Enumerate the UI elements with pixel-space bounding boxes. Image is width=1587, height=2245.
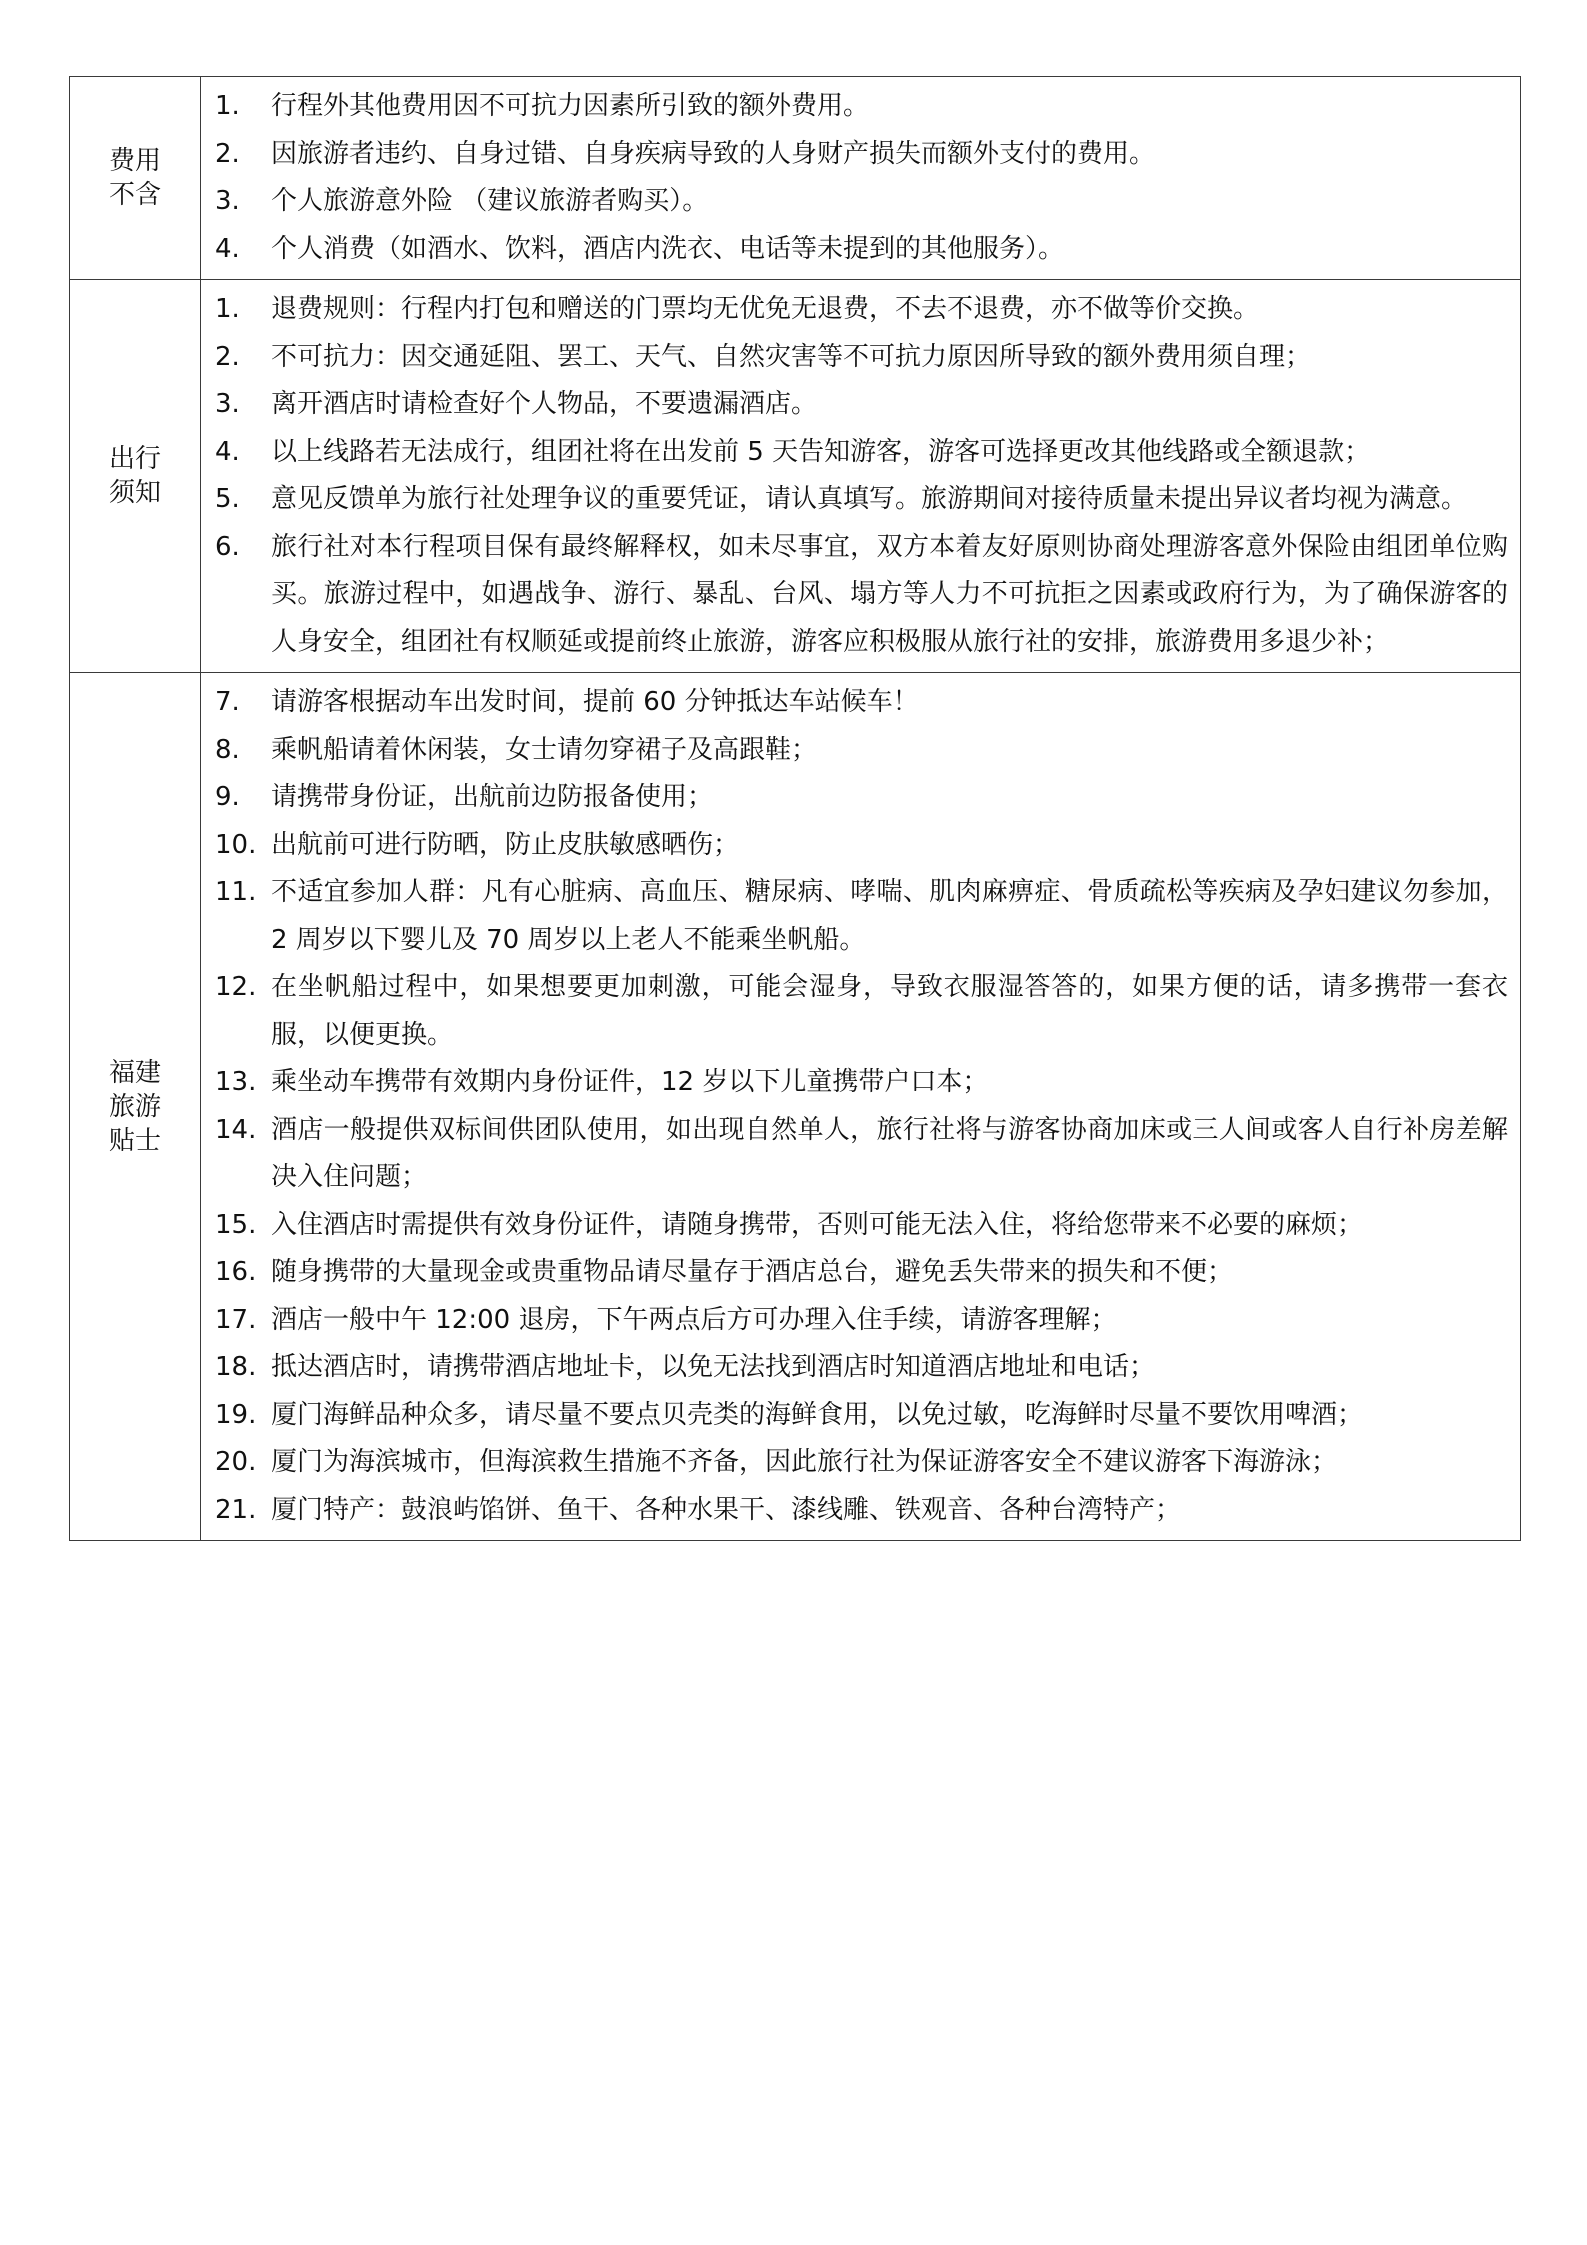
list-item bbox=[201, 131, 1508, 179]
section-label-line: 出行 bbox=[108, 444, 161, 474]
list-item bbox=[201, 1107, 1508, 1202]
list-item-number: 1. bbox=[215, 294, 240, 324]
list-item-text: 离开酒店时请检查好个人物品，不要遗漏酒店。 bbox=[271, 389, 818, 419]
list-item-number: 14. bbox=[215, 1114, 257, 1145]
list-item-number: 6. bbox=[215, 531, 240, 562]
list-item bbox=[201, 178, 1508, 226]
list-item-number: 16. bbox=[215, 1257, 257, 1287]
list-item bbox=[201, 83, 1508, 131]
list-item bbox=[201, 1249, 1508, 1297]
list-item-number: 3. bbox=[215, 389, 240, 419]
list-item-number: 19. bbox=[215, 1399, 257, 1430]
section-label-line: 费用 bbox=[108, 146, 161, 176]
list-item-text: 请游客根据动车出发时间，提前 60 分钟抵达车站候车！ bbox=[271, 687, 919, 717]
list-item-text: 个人旅游意外险 （建议旅游者购买）。 bbox=[271, 186, 709, 216]
list-item-text: 个人消费（如酒水、饮料，酒店内洗衣、电话等未提到的其他服务）。 bbox=[271, 233, 1065, 264]
list-item bbox=[201, 1344, 1508, 1392]
list-item-text: 在坐帆船过程中，如果想要更加刺激，可能会湿身，导致衣服湿答答的，如果方便的话，请多携带一套衣服，以便更换。 bbox=[271, 972, 1508, 1050]
list-item-number: 8. bbox=[215, 734, 240, 765]
list-item bbox=[201, 1487, 1508, 1535]
list-item bbox=[201, 1297, 1508, 1345]
list-item bbox=[201, 476, 1508, 524]
list-item bbox=[201, 679, 1508, 727]
list-item-text: 酒店一般提供双标间供团队使用，如出现自然单人，旅行社将与游客协商加床或三人间或客人自行补房差解决入住问题； bbox=[271, 1114, 1508, 1192]
list-item bbox=[201, 381, 1508, 429]
list-item-text: 不可抗力：因交通延阻、罢工、天气、自然灾害等不可抗力原因所导致的额外费用须自理； bbox=[271, 341, 1312, 372]
list-item bbox=[201, 524, 1508, 667]
list-item bbox=[201, 869, 1508, 964]
list-item bbox=[201, 1439, 1508, 1487]
section-label-line: 不含 bbox=[108, 180, 161, 210]
list-item-text: 意见反馈单为旅行社处理争议的重要凭证，请认真填写。旅游期间对接待质量未提出异议者均视为满意。 bbox=[271, 484, 1468, 514]
section-items bbox=[201, 77, 1521, 280]
list-item bbox=[201, 286, 1508, 334]
list-item-text: 乘帆船请着休闲装，女士请勿穿裙子及高跟鞋； bbox=[271, 734, 818, 765]
section-label bbox=[70, 77, 201, 280]
list-item bbox=[201, 822, 1508, 870]
list-item-number: 17. bbox=[215, 1304, 257, 1335]
list-item-number: 21. bbox=[215, 1494, 257, 1525]
section-row bbox=[70, 673, 1521, 1541]
list-item bbox=[201, 1392, 1508, 1440]
list-item-text: 以上线路若无法成行，组团社将在出发前 5 天告知游客，游客可选择更改其他线路或全额退款； bbox=[271, 436, 1371, 467]
section-label-line: 福建 bbox=[108, 1057, 161, 1088]
list-item bbox=[201, 774, 1508, 822]
list-item-text: 行程外其他费用因不可抗力因素所引致的额外费用。 bbox=[271, 91, 870, 121]
table-body bbox=[70, 77, 1521, 1541]
list-item-number: 18. bbox=[215, 1352, 257, 1382]
list-item-text: 出航前可进行防晒，防止皮肤敏感晒伤； bbox=[271, 829, 740, 860]
list-item bbox=[201, 429, 1508, 477]
list-item bbox=[201, 964, 1508, 1059]
list-item-number: 20. bbox=[215, 1447, 257, 1477]
list-item-number: 2. bbox=[215, 138, 240, 169]
section-items bbox=[201, 280, 1521, 673]
list-item-text: 入住酒店时需提供有效身份证件，请随身携带，否则可能无法入住，将给您带来不必要的麻烦； bbox=[271, 1209, 1364, 1240]
list-item-number: 10. bbox=[215, 829, 257, 860]
list-item-number: 3. bbox=[215, 186, 240, 216]
list-item-number: 4. bbox=[215, 436, 240, 467]
section-items bbox=[201, 673, 1521, 1541]
section-label bbox=[70, 673, 201, 1541]
travel-info-table bbox=[69, 76, 1521, 1541]
list-item-text: 随身携带的大量现金或贵重物品请尽量存于酒店总台，避免丢失带来的损失和不便； bbox=[271, 1257, 1234, 1287]
list-item-text: 旅行社对本行程项目保有最终解释权，如未尽事宜，双方本着友好原则协商处理游客意外保险由组团单位购买。旅游过程中，如遇战争、游行、暴乱、台风、塌方等人力不可抗拒之因素或政府行为，为了确保游客的人身安全，组团社有权顺延或提前终止旅游，游客应积极服从旅行社的安排，旅游费用多退少补； bbox=[271, 531, 1508, 657]
list-item-text: 抵达酒店时，请携带酒店地址卡，以免无法找到酒店时知道酒店地址和电话； bbox=[271, 1352, 1156, 1382]
list-item bbox=[201, 1059, 1508, 1107]
list-item bbox=[201, 334, 1508, 382]
list-item bbox=[201, 1202, 1508, 1250]
list-item-text: 厦门海鲜品种众多，请尽量不要点贝壳类的海鲜食用，以免过敏，吃海鲜时尽量不要饮用啤酒； bbox=[271, 1399, 1364, 1430]
list-item-text: 退费规则：行程内打包和赠送的门票均无优免无退费，不去不退费，亦不做等价交换。 bbox=[271, 294, 1260, 324]
section-label bbox=[70, 280, 201, 673]
list-item-text: 请携带身份证，出航前边防报备使用； bbox=[271, 782, 714, 812]
list-item-number: 7. bbox=[215, 687, 240, 717]
list-item bbox=[201, 727, 1508, 775]
list-item-text: 乘坐动车携带有效期内身份证件，12 岁以下儿童携带户口本； bbox=[271, 1067, 989, 1097]
list-item-number: 9. bbox=[215, 782, 240, 812]
list-item-text: 厦门为海滨城市，但海滨救生措施不齐备，因此旅行社为保证游客安全不建议游客下海游泳； bbox=[271, 1447, 1338, 1477]
list-item-number: 2. bbox=[215, 341, 240, 372]
section-label-line: 旅游 bbox=[108, 1091, 161, 1122]
list-item-text: 不适宜参加人群：凡有心脏病、高血压、糖尿病、哮喘、肌肉麻痹症、骨质疏松等疾病及孕妇建议勿参加，2 周岁以下婴儿及 70 周岁以上老人不能乘坐帆船。 bbox=[271, 877, 1508, 955]
list-item-number: 5. bbox=[215, 484, 240, 514]
list-item-text: 厦门特产：鼓浪屿馅饼、鱼干、各种水果干、漆线雕、铁观音、各种台湾特产； bbox=[271, 1494, 1182, 1525]
section-row bbox=[70, 280, 1521, 673]
list-item-number: 13. bbox=[215, 1067, 257, 1097]
list-item-number: 15. bbox=[215, 1209, 257, 1240]
section-label-line: 须知 bbox=[108, 478, 161, 508]
list-item-number: 4. bbox=[215, 233, 240, 264]
list-item-number: 12. bbox=[215, 972, 257, 1002]
section-row bbox=[70, 77, 1521, 280]
list-item-number: 11. bbox=[215, 877, 257, 907]
list-item-number: 1. bbox=[215, 91, 240, 121]
list-item-text: 酒店一般中午 12:00 退房，下午两点后方可办理入住手续，请游客理解； bbox=[271, 1304, 1117, 1335]
list-item-text: 因旅游者违约、自身过错、自身疾病导致的人身财产损失而额外支付的费用。 bbox=[271, 138, 1156, 169]
list-item bbox=[201, 226, 1508, 274]
section-label-line: 贴士 bbox=[108, 1125, 161, 1156]
